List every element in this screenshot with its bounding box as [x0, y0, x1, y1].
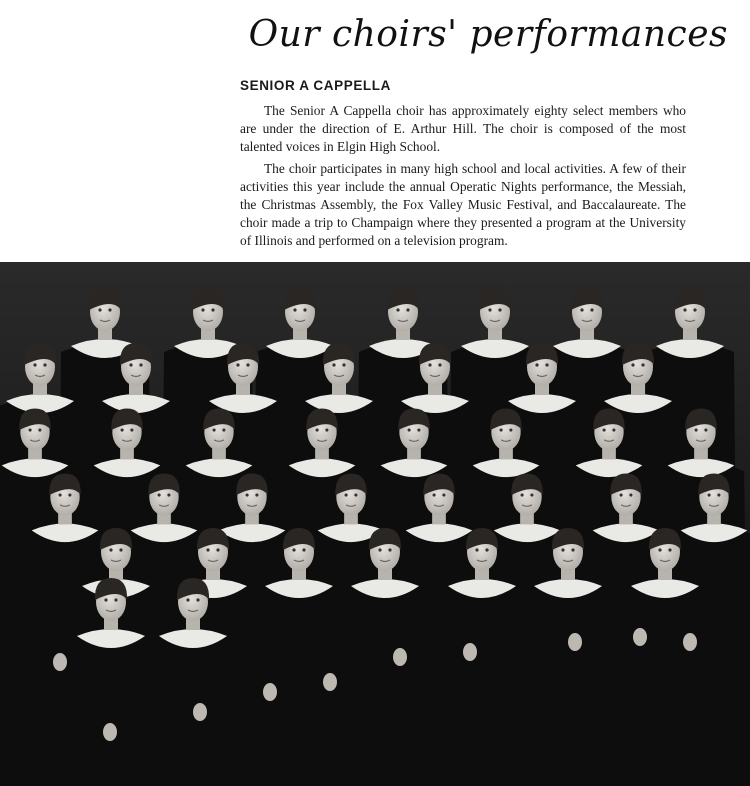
paragraph-activities: The choir participates in many high school and local activities. A few of their activities this year include the annual Operatic Nights performance, the Messiah, the Christmas Assembly, the Fox Valley Music Festival, and Baccalaureate. The choir made a trip to Champaign where they presented a program at the University of Illinois and performed on a television program. [240, 161, 686, 248]
hand [263, 683, 277, 701]
hand [683, 633, 697, 651]
choir-members [0, 288, 750, 786]
hand [568, 633, 582, 651]
choir-photo [0, 262, 750, 786]
section-heading: SENIOR A CAPPELLA [240, 78, 391, 93]
page-title: Our choirs' performances [248, 14, 728, 55]
hand [393, 648, 407, 666]
hand [53, 653, 67, 671]
hand [103, 723, 117, 741]
hand [193, 703, 207, 721]
hand [323, 673, 337, 691]
hand [463, 643, 477, 661]
hand [633, 628, 647, 646]
paragraph-intro: The Senior A Cappella choir has approximately eighty select members who are under the direction of E. Arthur Hill. The choir is composed of the most talented voices in Elgin High School. [240, 103, 686, 154]
